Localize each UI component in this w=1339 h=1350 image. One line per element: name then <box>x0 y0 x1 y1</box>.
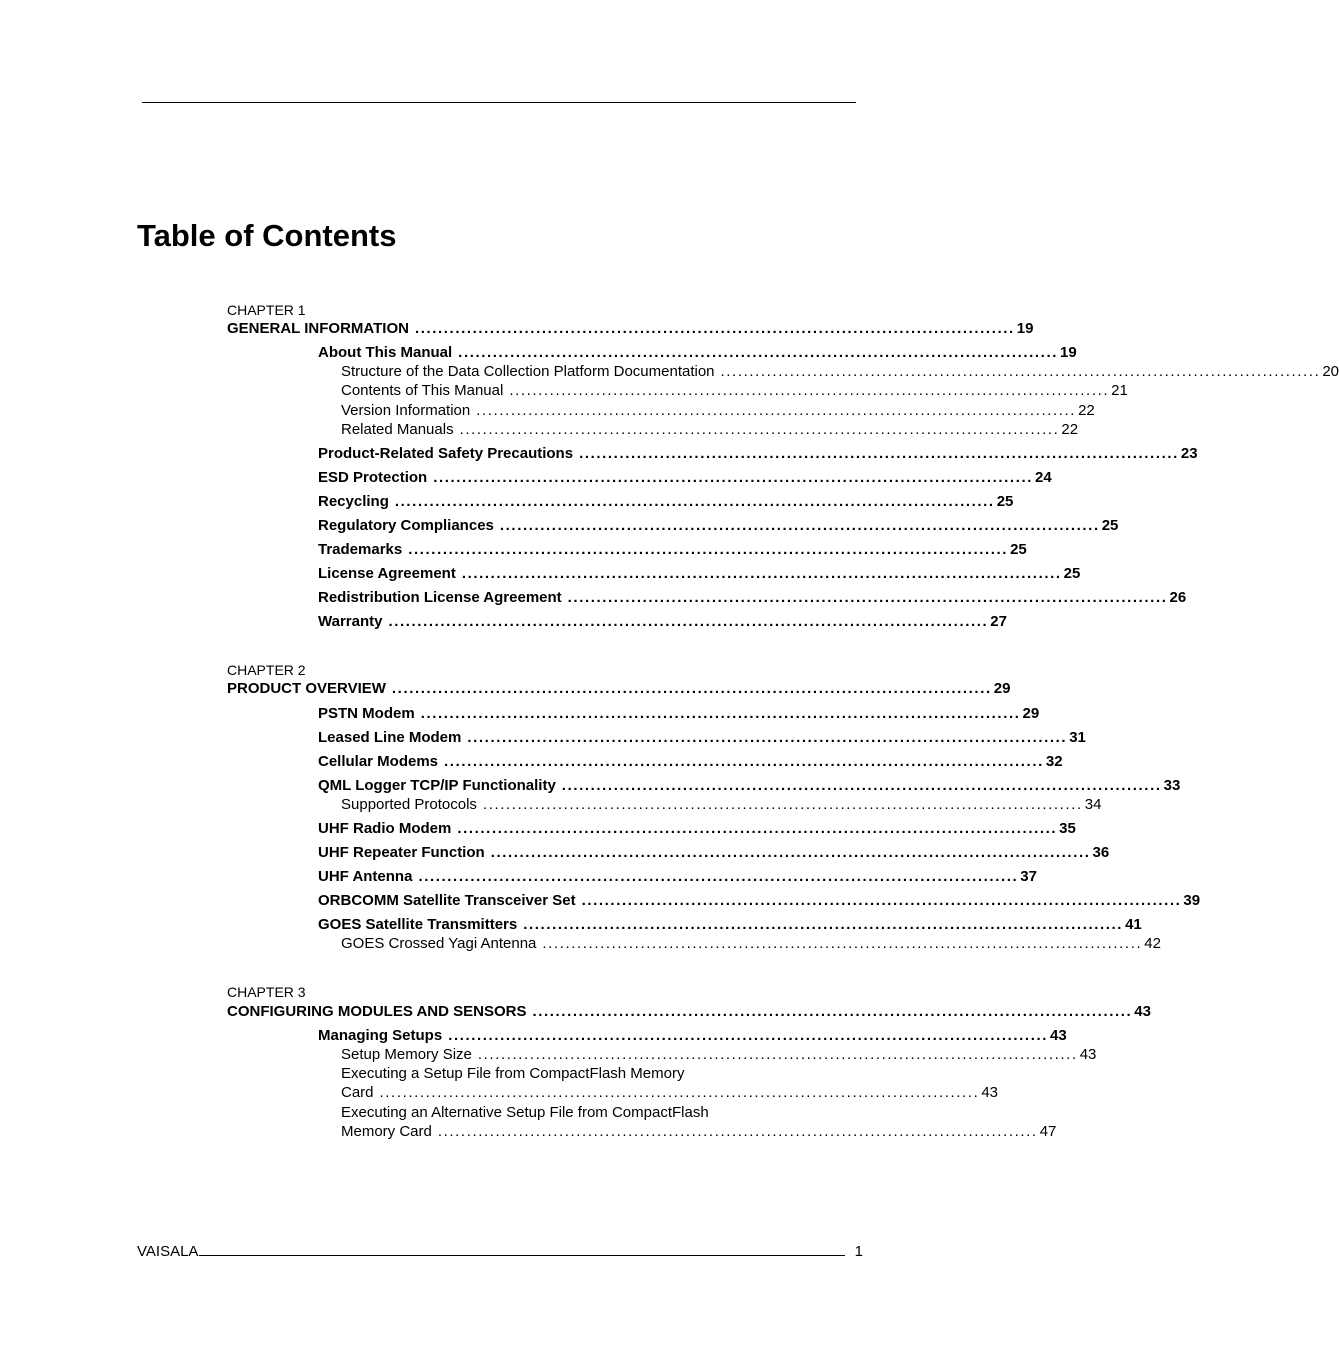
toc-section-entry[interactable]: UHF Antenna ........................................................................................................ 37 <box>318 868 1037 885</box>
chapter-label: CHAPTER 3 <box>227 984 306 1000</box>
toc-section-entry[interactable]: Cellular Modems ........................................................................................................ 32 <box>318 753 1063 770</box>
toc-section-entry[interactable]: Regulatory Compliances ........................................................................................................ 25 <box>318 517 1119 534</box>
toc-section-entry[interactable]: Warranty ........................................................................................................ 27 <box>318 613 1007 630</box>
toc-section-entry[interactable]: License Agreement ........................................................................................................ 25 <box>318 565 1081 582</box>
toc-subsection-entry[interactable]: Setup Memory Size ........................................................................................................ 43 <box>341 1046 1097 1063</box>
chapter-label: CHAPTER 1 <box>227 302 306 318</box>
toc-subsection-entry[interactable]: Card ........................................................................................................ 43 <box>341 1084 999 1101</box>
toc-subsection-entry[interactable]: GOES Crossed Yagi Antenna ........................................................................................................ 42 <box>341 935 1161 952</box>
footer-brand: VAISALA <box>137 1243 199 1260</box>
toc-section-entry[interactable]: Product-Related Safety Precautions ........................................................................................................ 23 <box>318 445 1198 462</box>
toc-subsection-entry[interactable]: Related Manuals ........................................................................................................ 22 <box>341 421 1079 438</box>
toc-section-entry[interactable]: ORBCOMM Satellite Transceiver Set ........................................................................................................ 39 <box>318 892 1201 909</box>
toc-subsection-entry[interactable]: Memory Card ........................................................................................................ 47 <box>341 1123 1057 1140</box>
toc-subsection-entry[interactable]: Supported Protocols ........................................................................................................ 34 <box>341 796 1102 813</box>
toc-section-entry[interactable]: UHF Repeater Function ........................................................................................................ 36 <box>318 844 1110 861</box>
toc-subsection-entry[interactable]: Version Information ........................................................................................................ 22 <box>341 402 1095 419</box>
page-title: Table of Contents <box>137 218 397 253</box>
toc-section-entry[interactable]: GOES Satellite Transmitters ........................................................................................................ 41 <box>318 916 1142 933</box>
footer-rule <box>199 1254 844 1256</box>
footer-page-number: 1 <box>854 1243 863 1260</box>
toc-section-entry[interactable]: UHF Radio Modem ........................................................................................................ 35 <box>318 820 1076 837</box>
toc-section-entry[interactable]: About This Manual ........................................................................................................ 19 <box>318 344 1077 361</box>
toc-section-entry[interactable]: Leased Line Modem ........................................................................................................ 31 <box>318 729 1086 746</box>
toc-section-entry[interactable]: Managing Setups ........................................................................................................ 43 <box>318 1027 1067 1044</box>
toc-chapter-entry[interactable]: CONFIGURING MODULES AND SENSORS ........................................................................................................ 43 <box>227 1003 1151 1020</box>
toc-subsection-entry[interactable]: Structure of the Data Collection Platform Documentation ........................................................................................................ 20 <box>341 363 1339 380</box>
toc-subsection-title-line[interactable]: Executing an Alternative Setup File from CompactFlash <box>341 1104 709 1121</box>
toc-section-entry[interactable]: Trademarks ........................................................................................................ 25 <box>318 541 1027 558</box>
toc-section-entry[interactable]: Redistribution License Agreement ........................................................................................................ 26 <box>318 589 1187 606</box>
toc-section-entry[interactable]: Recycling ........................................................................................................ 25 <box>318 493 1014 510</box>
toc-chapter-entry[interactable]: PRODUCT OVERVIEW ........................................................................................................ 29 <box>227 680 1011 697</box>
toc-section-entry[interactable]: PSTN Modem ........................................................................................................ 29 <box>318 705 1040 722</box>
toc-section-entry[interactable]: ESD Protection ........................................................................................................ 24 <box>318 469 1052 486</box>
toc-subsection-entry[interactable]: Contents of This Manual ........................................................................................................ 21 <box>341 382 1128 399</box>
toc-subsection-title-line[interactable]: Executing a Setup File from CompactFlash Memory <box>341 1065 685 1082</box>
toc-chapter-entry[interactable]: GENERAL INFORMATION ........................................................................................................ 19 <box>227 320 1034 337</box>
chapter-label: CHAPTER 2 <box>227 662 306 678</box>
toc-section-entry[interactable]: QML Logger TCP/IP Functionality ........................................................................................................ 33 <box>318 777 1181 794</box>
page-footer <box>137 1243 863 1260</box>
